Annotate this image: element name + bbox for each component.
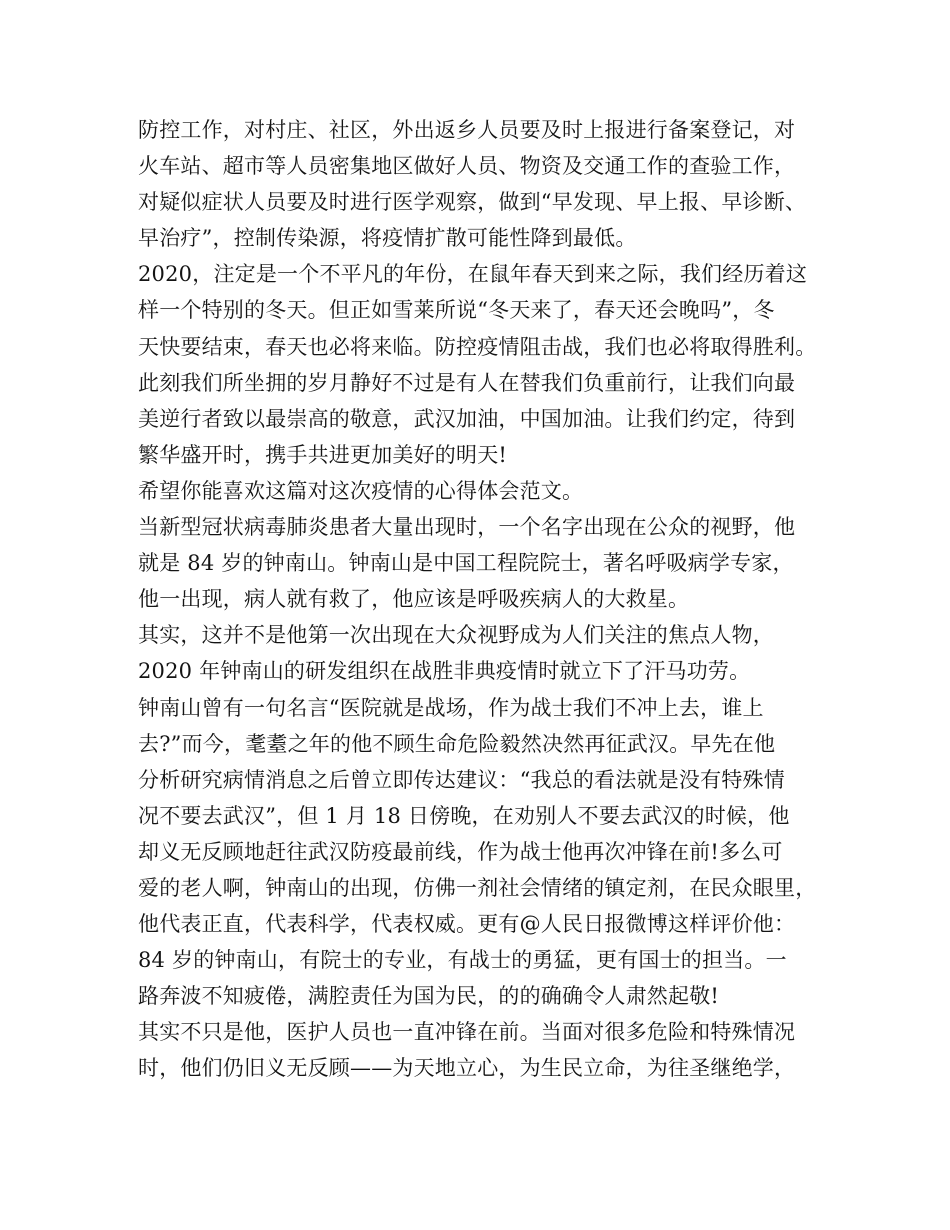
text-line: 却义无反顾地赶往武汉防疫最前线，作为战士他再次冲锋在前!多么可	[138, 839, 783, 864]
text-line: 美逆行者致以最崇高的敬意，武汉加油，中国加油。让我们约定，待到	[138, 406, 796, 431]
text-line: 他代表正直，代表科学，代表权威。更有@人民日报微博这样评价他：	[138, 912, 796, 937]
text-line: 防控工作，对村庄、社区，外出返乡人员要及时上报进行备案登记，对	[138, 118, 796, 142]
text-line: 其实，这并不是他第一次出现在大众视野成为人们关注的焦点人物，	[138, 623, 774, 648]
text-line: 84 岁的钟南山，有院士的专业，有战士的勇猛，更有国士的担当。一	[138, 948, 787, 973]
text-line: 去?”而今，耄耋之年的他不顾生命危险毅然决然再征武汉。早先在他	[138, 731, 776, 756]
text-line: 繁华盛开时，携手共进更加美好的明天!	[138, 442, 508, 467]
text-line: 样一个特别的冬天。但正如雪莱所说“冬天来了，春天还会晚吗”，冬	[138, 298, 775, 323]
text-line: 就是 84 岁的钟南山。钟南山是中国工程院院士，著名呼吸病学专家，	[138, 551, 794, 576]
text-line: 2020 年钟南山的研发组织在战胜非典疫情时就立下了汗马功劳。	[138, 659, 751, 684]
text-line: 况不要去武汉”，但 1 月 18 日傍晚，在劝别人不要去武汉的时候，他	[138, 803, 790, 828]
text-line: 早治疗”，控制传染源，将疫情扩散可能性降到最低。	[138, 226, 637, 251]
text-line: 他一出现，病人就有救了，他应该是呼吸疾病人的大救星。	[138, 587, 690, 612]
text-line: 对疑似症状人员要及时进行医学观察，做到“早发现、早上报、早诊断、	[138, 190, 807, 215]
text-line: 分析研究病情消息之后曾立即传达建议：“我总的看法就是没有特殊情	[138, 767, 785, 792]
text-line: 路奔波不知疲倦，满腔责任为国为民，的的确确令人肃然起敬!	[138, 984, 720, 1009]
text-line: 爱的老人啊，钟南山的出现，仿佛一剂社会情绪的镇定剂，在民众眼里，	[138, 875, 817, 900]
text-line: 时，他们仍旧义无反顾——为天地立心，为生民立命，为往圣继绝学，	[138, 1056, 796, 1081]
text-line: 希望你能喜欢这篇对这次疫情的心得体会范文。	[138, 478, 584, 503]
document-body	[138, 112, 838, 1087]
text-line: 当新型冠状病毒肺炎患者大量出现时，一个名字出现在公众的视野，他	[138, 515, 796, 540]
text-line: 其实不只是他，医护人员也一直冲锋在前。当面对很多危险和特殊情况	[138, 1020, 796, 1045]
text-line: 火车站、超市等人员密集地区做好人员、物资及交通工作的查验工作，	[138, 154, 796, 179]
text-line: 钟南山曾有一句名言“医院就是战场，作为战士我们不冲上去，谁上	[138, 695, 764, 720]
text-line: 天快要结束，春天也必将来临。防控疫情阻击战，我们也必将取得胜利。	[138, 334, 817, 359]
text-line: 此刻我们所坐拥的岁月静好不过是有人在替我们负重前行，让我们向最	[138, 370, 796, 395]
text-line: 2020，注定是一个不平凡的年份，在鼠年春天到来之际，我们经历着这	[138, 262, 808, 287]
